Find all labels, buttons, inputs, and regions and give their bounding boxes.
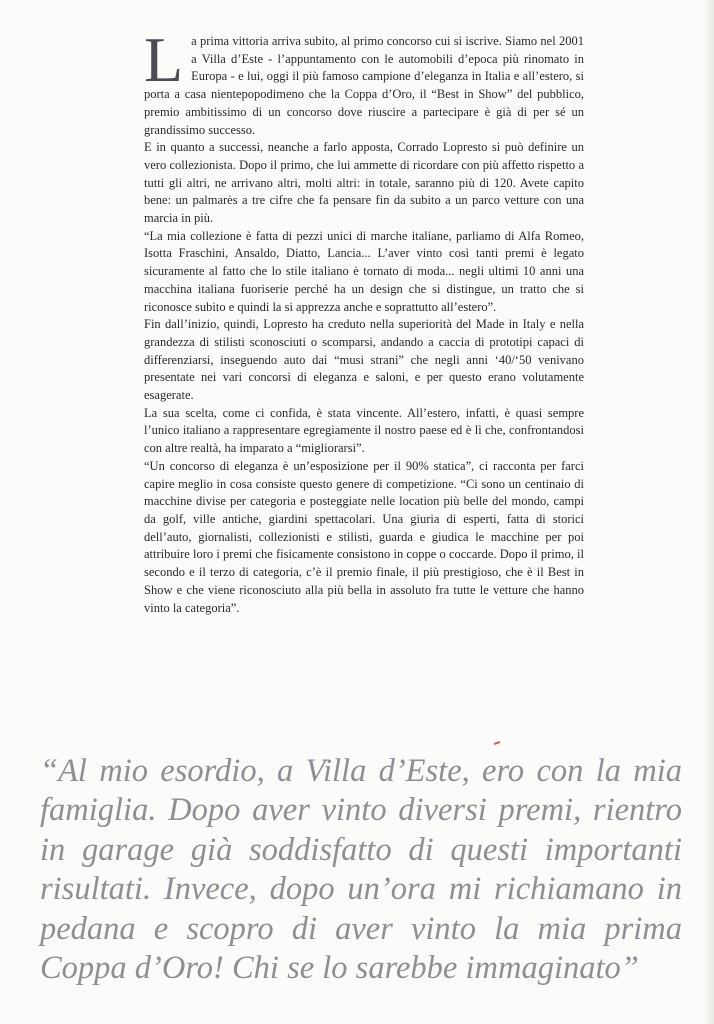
paragraph-1: a prima vittoria arriva subito, al primo concorso cui si iscrive. Siamo nel 2001 a Villa d’Este - l’appuntamento con le automobili d’epoca più rinomato in Europa - e lui, oggi il più famoso campione d’eleganza in Italia e all’estero, si porta a casa nientepopodimeno che la Coppa d’Oro, il “Best in Show” del pubblico, premio ambitissimo di un concorso dove riuscire a partecipare è già di per sé un grandissimo successo. [144, 34, 584, 137]
article-body [144, 24, 584, 617]
paragraph-6: “Un concorso di eleganza è un’esposizione per il 90% statica”, ci racconta per farci capire meglio in cosa consiste questo genere di competizione. “Ci sono un centinaio di macchine divise per categoria e posteggiate nelle location più belle del mondo, campi da golf, ville antiche, giardini spettacolari. Una giuria di esperti, fatta di storici dell’auto, giornalisti, collezionisti e stilisti, guarda e giudica le macchine per poi attribuire loro i premi che fisicamente consistono in coppe o coccarde. Dopo il primo, il secondo e il terzo di categoria, c’è il premio finale, il più prestigioso, che è il Best in Show e che viene riconosciuto alla più bella in assoluto fra tutte le vetture che hanno vinto la categoria”. [144, 458, 584, 615]
red-pen-mark [494, 741, 500, 745]
drop-cap: L [144, 24, 184, 95]
paragraph-5: La sua scelta, come ci confida, è stata vincente. All’estero, infatti, è quasi sempre l’unico italiano a rappresentare egregiamente il nostro paese ed è lì che, confrontandosi con altre realtà, ha imparato a “migliorarsi”. [144, 405, 584, 456]
open-quote-mark: “ [40, 753, 59, 789]
pull-quote [40, 752, 682, 988]
close-quote-mark: ” [620, 950, 639, 987]
paragraph-2: E in quanto a successi, neanche a farlo apposta, Corrado Lopresto si può definire un vero collezionista. Dopo il primo, che lui ammette di ricordare con più affetto rispetto a tutti gli altri, ne arrivano altri, molti altri: in totale, saranno più di 120. Avete capito bene: un palmarès a tre cifre che fa pensare fin da subito a un parco vetture con una marcia in più. [144, 140, 584, 226]
pull-quote-text: Al mio esordio, a Villa d’Este, ero con la mia famiglia. Dopo aver vinto diversi premi, rientro in garage già soddisfatto di questi importanti risultati. Invece, dopo un’ora mi richiamano in pedana e scopro di aver vinto la mia prima Coppa d’Oro! Chi se lo sarebbe immaginato [40, 753, 682, 987]
page-edge [704, 0, 714, 1024]
paragraph-3: “La mia collezione è fatta di pezzi unici di marche italiane, parliamo di Alfa Romeo, Isotta Fraschini, Ansaldo, Diatto, Lancia... L’aver vinto così tanti premi è legato sicuramente al fatto che lo stile italiano è tornato di moda... negli ultimi 10 anni una macchina italiana fuoriserie perché ha un design che si distingue, un tratto che si riconosce subito e quindi la si apprezza anche e soprattutto all’estero”. [144, 228, 584, 314]
paragraph-4: Fin dall’inizio, quindi, Lopresto ha creduto nella superiorità del Made in Italy e nella grandezza di stilisti sconosciuti o scomparsi, andando a caccia di prototipi capaci di differenziarsi, inseguendo auto dai “musi strani” che negli anni ‘40/‘50 venivano presentate nei vari concorsi di eleganza e saloni, e per questo erano volutamente esagerate. [144, 317, 584, 403]
